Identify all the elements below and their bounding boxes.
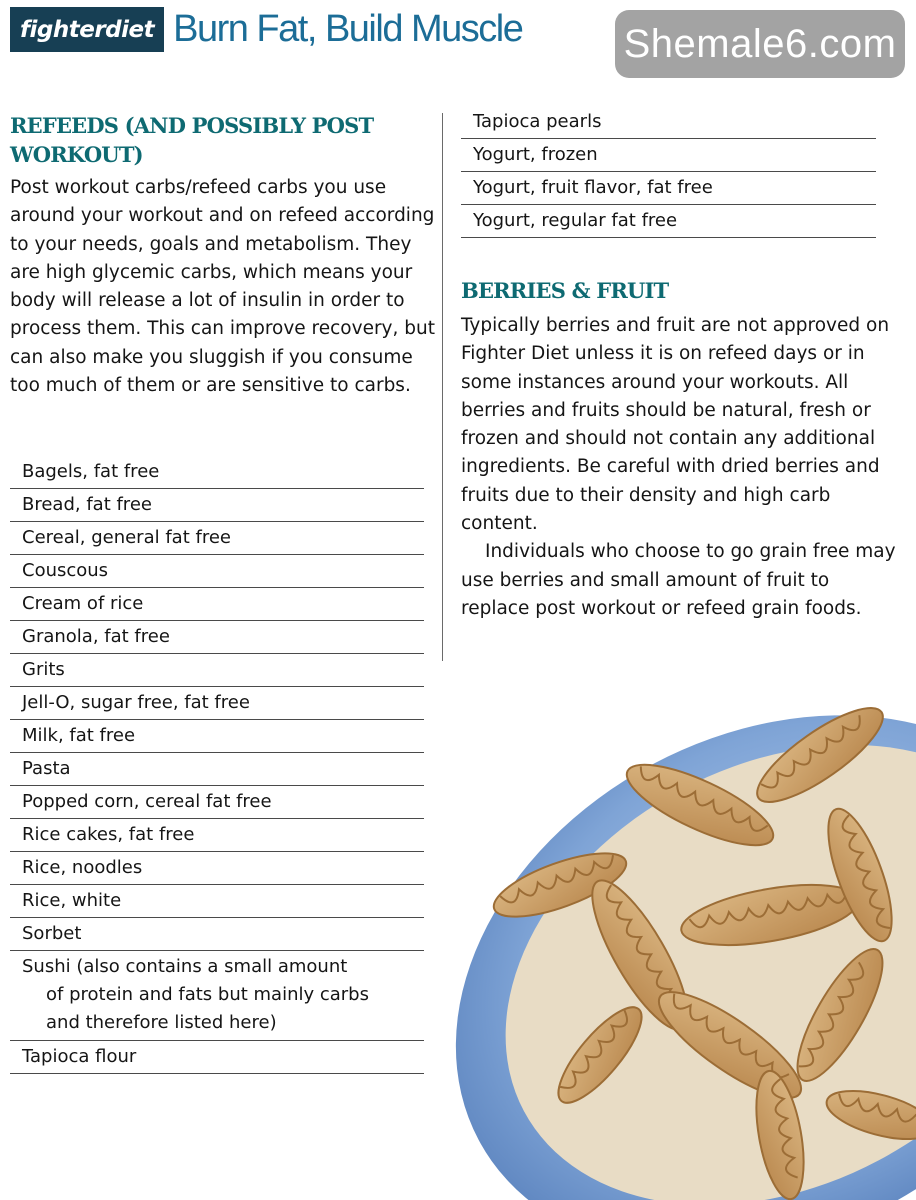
berries-paragraph-2: Individuals who choose to go grain free may use berries and small amount of fruit to replace post workout or refeed grain foods. [461,541,896,619]
header-tagline: Burn Fat, Build Muscle [173,8,523,50]
berries-heading: BERRIES & FRUIT [461,278,669,303]
list-item: Couscous [10,555,424,588]
list-item: Yogurt, frozen [461,139,876,172]
list-item: Cream of rice [10,588,424,621]
list-item: Popped corn, cereal fat free [10,786,424,819]
list-item: Tapioca flour [10,1041,424,1074]
refeeds-heading: REFEEDS (AND POSSIBLY POST WORKOUT) [10,113,374,167]
brand-logo [10,7,164,52]
page-header [10,7,522,52]
list-item: Rice, noodles [10,852,424,885]
list-item: Cereal, general fat free [10,522,424,555]
list-item: Rice cakes, fat free [10,819,424,852]
list-item-sushi [10,951,424,1041]
berries-paragraph-1: Typically berries and fruit are not approved on Fighter Diet unless it is on refeed days or in some instances around your workouts. All berries and fruits should be natural, fresh or frozen and should not contain any additional ingredients. Be careful with dried berries and fruits due to their density and high carb content. [461,315,890,535]
pasta-bowl-image [440,655,916,1200]
refeeds-food-list [10,456,424,1074]
list-item: Rice, white [10,885,424,918]
sushi-line-1: Sushi (also contains a small amount [22,956,348,977]
sushi-line-3: and therefore listed here) [46,1012,277,1033]
list-item: Granola, fat free [10,621,424,654]
sushi-line-2: of protein and fats but mainly carbs [46,984,369,1005]
watermark: Shemale6.com [615,10,905,78]
continued-food-list [461,106,876,238]
list-item: Yogurt, fruit flavor, fat free [461,172,876,205]
list-item: Bread, fat free [10,489,424,522]
refeeds-paragraph: Post workout carbs/refeed carbs you use around your workout and on refeed according to your needs, goals and metabolism. They are high glycemic carbs, which means your body will release a lot of insulin in order to process them. This can improve recovery, but can also make you sluggish if you consume too much of them or are sensitive to carbs. [10,177,435,397]
list-item: Tapioca pearls [461,106,876,139]
column-divider [442,113,443,661]
berries-text [461,312,901,623]
list-item: Pasta [10,753,424,786]
list-item: Grits [10,654,424,687]
list-item: Bagels, fat free [10,456,424,489]
list-item: Milk, fat free [10,720,424,753]
brand-name: fighterdiet [20,16,155,43]
list-item: Yogurt, regular fat free [461,205,876,238]
list-item: Jell-O, sugar free, fat free [10,687,424,720]
list-item: Sorbet [10,918,424,951]
